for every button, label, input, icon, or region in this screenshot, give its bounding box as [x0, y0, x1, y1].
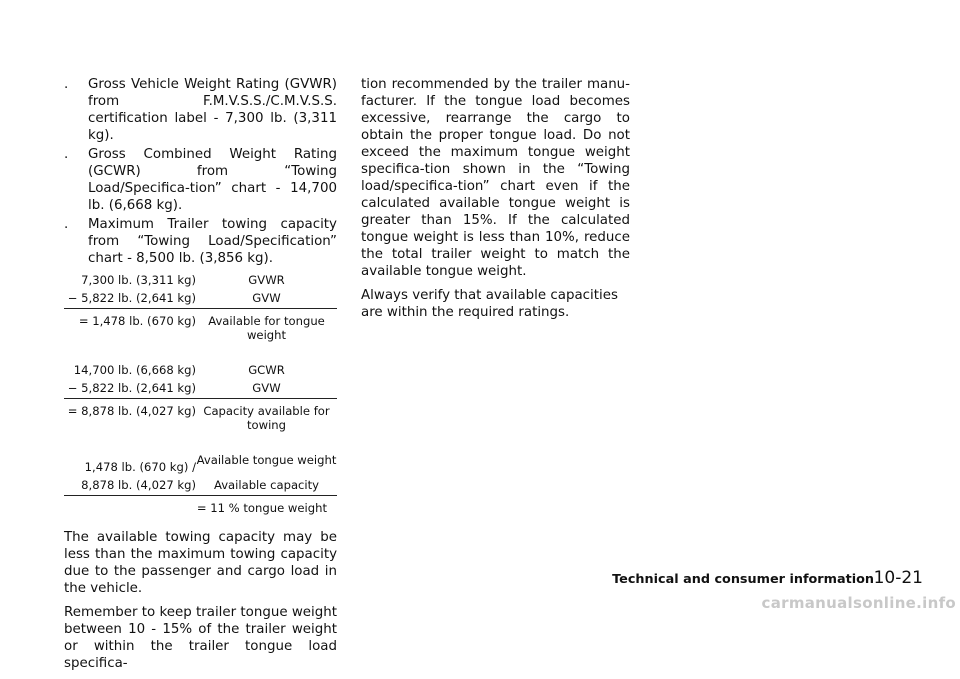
calc-label: GCWR — [248, 363, 285, 377]
calc-value: − 5,822 lb. (2,641 kg) — [67, 291, 196, 305]
paragraph: tion recommended by the trailer manu-facturer. If the tongue load becomes excessive, rearrange the cargo to obtain the proper tongue load. Do not exceed the maximum tongue weight specifica-tion shown in the “Towing load/specifica-tion” chart even if the calculated available tongue weight is greater than 15%. If the calculated tongue weight is less than 10%, reduce the total trailer weight to match the available tongue weight. — [361, 77, 630, 279]
calc-value: 8,878 lb. (4,027 kg) — [81, 478, 196, 492]
right-column — [361, 76, 630, 328]
calc-value: − 5,822 lb. (2,641 kg) — [67, 381, 196, 395]
list-item-max-trailer-capacity — [64, 216, 337, 267]
left-body-text — [64, 529, 337, 672]
calc-label: GVWR — [248, 273, 285, 287]
paragraph: Remember to keep trailer tongue weight between 10 - 15% of the trailer weight or within the trailer tongue load specifica- — [64, 605, 337, 671]
calc-label: GVW — [252, 381, 281, 395]
bullet-icon: . — [64, 77, 69, 92]
bullet-icon: . — [64, 147, 69, 162]
calc-value: 1,478 lb. (670 kg) / — [84, 460, 196, 474]
weight-ratings-list — [64, 76, 337, 267]
list-item-text: Maximum Trailer towing capacity from “Towing Load/Specification” chart - 8,500 lb. (3,856 kg). — [88, 217, 337, 266]
calc-divider — [64, 495, 337, 496]
calc-result-value: = 1,478 lb. (670 kg) — [78, 314, 196, 328]
calc-row — [64, 381, 337, 395]
calc-row — [64, 273, 337, 287]
calc-result-label: Available for tongue weight — [208, 314, 325, 342]
calc-result-row — [64, 314, 337, 342]
list-item-gcwr — [64, 146, 337, 214]
list-item-text: Gross Vehicle Weight Rating (GVWR) from F.M.V.S.S./C.M.V.S.S. certification label - 7,300 lb. (3,311 kg). — [88, 77, 337, 143]
calc-result-row — [64, 404, 337, 432]
calc-row — [64, 453, 337, 474]
calc-result: = 11 % tongue weight — [196, 501, 327, 515]
section-title: Technical and consumer information — [612, 572, 874, 587]
calc-row — [64, 363, 337, 377]
calc-result-label: Capacity available for towing — [203, 404, 330, 432]
page-number: 10-21 — [873, 568, 923, 588]
paragraph: Always verify that available capacities are within the required ratings. — [361, 288, 618, 320]
calc-label: Available capacity — [213, 478, 320, 492]
calc-label: Available tongue weight — [196, 453, 337, 467]
paragraph: The available towing capacity may be less than the maximum towing capacity due to the passenger and cargo load in the vehicle. — [64, 530, 337, 596]
calc-divider — [64, 398, 337, 399]
spacer — [64, 432, 337, 453]
left-column — [64, 76, 337, 679]
calc-row — [64, 478, 337, 492]
calc-divider — [64, 308, 337, 309]
watermark-logo: carmanualsonline.info — [761, 594, 956, 612]
list-item-text: Gross Combined Weight Rating (GCWR) from “Towing Load/Specifica-tion” chart - 14,700 lb. (6,668 kg). — [88, 147, 337, 213]
calc-row — [64, 291, 337, 305]
calc-result-value: = 8,878 lb. (4,027 kg) — [67, 404, 196, 418]
towing-capacity-calculation — [64, 363, 337, 432]
calc-value: 14,700 lb. (6,668 kg) — [73, 363, 196, 377]
tongue-percentage-calculation — [64, 453, 337, 515]
list-item-gvwr — [64, 76, 337, 144]
spacer — [64, 342, 337, 363]
page-footer — [0, 568, 960, 588]
calc-label: GVW — [252, 291, 281, 305]
calc-value: 7,300 lb. (3,311 kg) — [81, 273, 196, 287]
tongue-weight-calculation — [64, 273, 337, 342]
bullet-icon: . — [64, 217, 69, 232]
